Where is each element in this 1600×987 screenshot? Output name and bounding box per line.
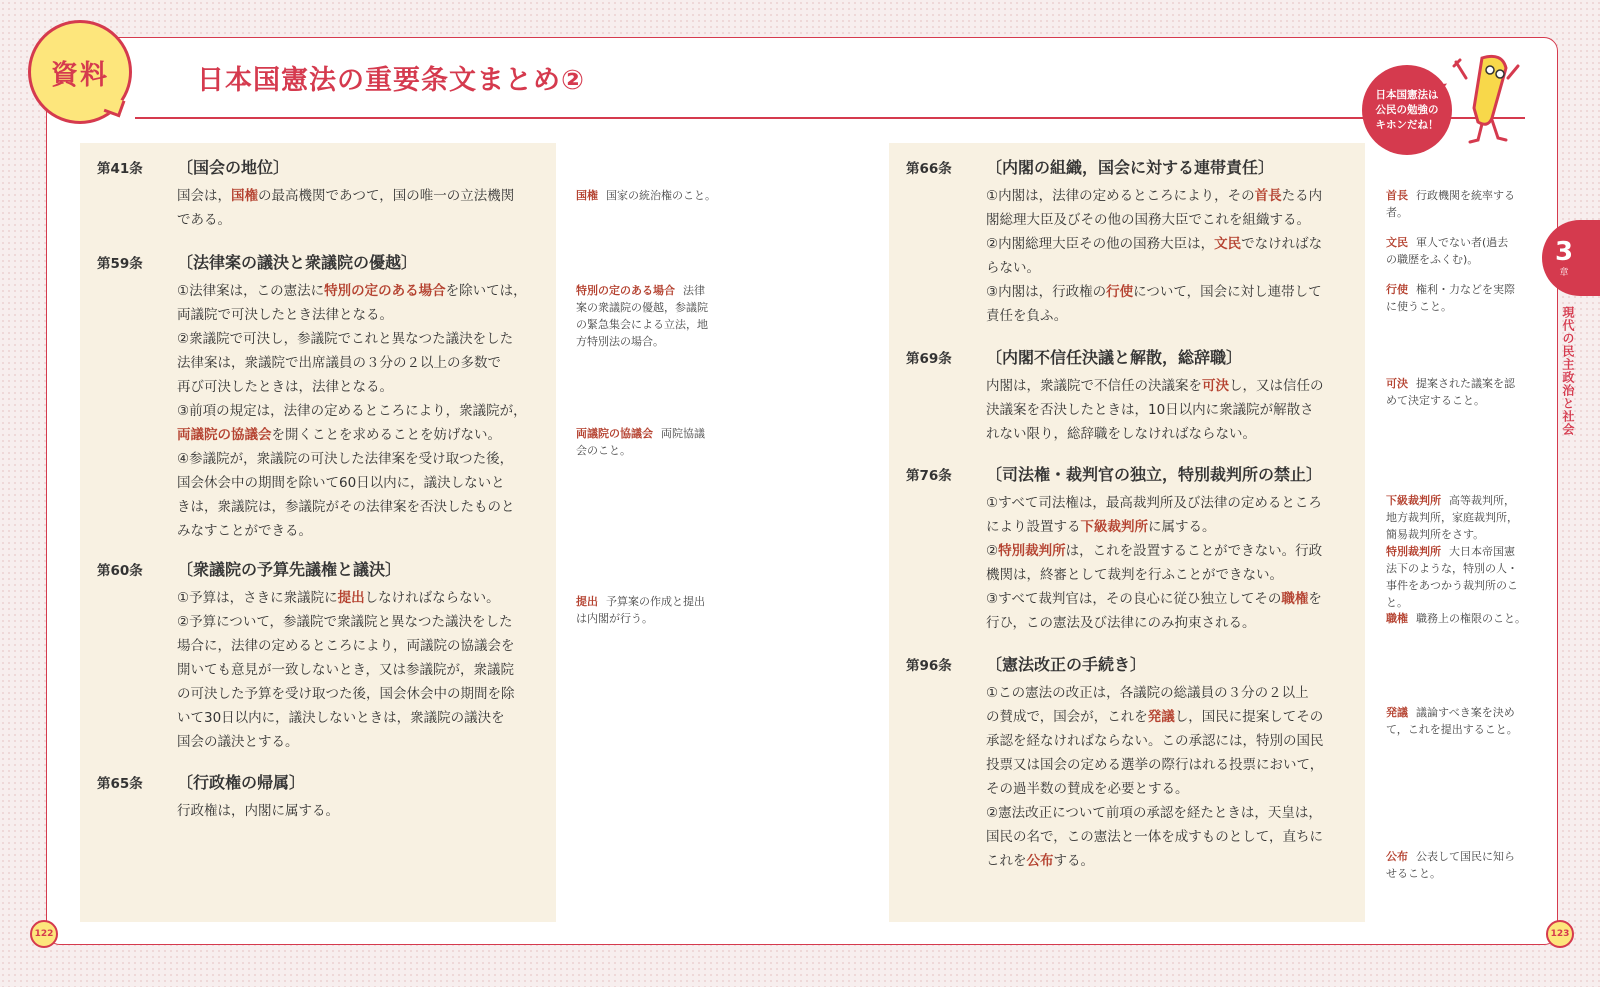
article-text: らない。 <box>986 260 1040 276</box>
section-badge-label: 資料 <box>51 59 109 91</box>
article-text: みなすことができる。 <box>177 523 312 539</box>
article-heading <box>97 250 527 273</box>
article-text: である。 <box>177 212 231 228</box>
article-text-line <box>986 563 1322 587</box>
article-text: を <box>1308 591 1322 607</box>
glossary-note-line <box>1386 848 1536 865</box>
article-title: 〔司法権・裁判官の独立，特別裁判所の禁止〕 <box>986 465 1323 484</box>
article-text-line <box>986 398 1324 422</box>
glossary-term: 提出 <box>576 595 598 608</box>
glossary-note <box>576 187 726 204</box>
article-text-line <box>986 729 1324 753</box>
article-text-line <box>986 232 1322 256</box>
article-text-line <box>177 351 527 375</box>
glossary-note-line <box>1386 509 1536 526</box>
article-第76条 <box>906 462 1322 635</box>
glossary-definition: 簡易裁判所をさす。 <box>1386 528 1485 541</box>
glossary-note-line <box>1386 298 1536 315</box>
highlighted-term: 公布 <box>1026 853 1054 869</box>
glossary-note-line <box>1386 375 1536 392</box>
highlighted-term: 下級裁判所 <box>1080 519 1148 535</box>
article-text: ②内閣総理大臣その他の国務大臣は， <box>986 236 1215 252</box>
article-text: ③すべて裁判官は，その良心に従ひ独立してその <box>986 591 1282 607</box>
article-text: 国会の議決とする。 <box>177 734 299 750</box>
highlighted-term: 可決 <box>1202 378 1229 394</box>
glossary-term: 発議 <box>1386 706 1408 719</box>
glossary-definition: は内閣が行う。 <box>576 612 653 625</box>
article-heading <box>906 462 1322 485</box>
article-title: 〔内閣の組織，国会に対する連帯責任〕 <box>986 158 1275 177</box>
article-第69条 <box>906 345 1324 446</box>
article-text-line <box>177 375 527 399</box>
glossary-note <box>1386 610 1536 627</box>
article-text: 行ひ，この憲法及び法律にのみ拘束される。 <box>986 615 1256 631</box>
article-text-line <box>986 801 1324 825</box>
article-body <box>986 491 1322 635</box>
glossary-note-line <box>1386 526 1536 543</box>
glossary-definition: 案の衆議院の優越，参議院 <box>576 301 708 314</box>
glossary-note-line <box>1386 543 1536 560</box>
article-text: の賛成で，国会が，これを <box>986 709 1148 725</box>
article-text: 決議案を否決したときは，10日以内に衆議院が解散さ <box>986 402 1314 418</box>
glossary-definition: の緊急集会による立法，地 <box>576 318 708 331</box>
glossary-term: 下級裁判所 <box>1386 494 1441 507</box>
article-heading <box>97 557 515 580</box>
article-text-line <box>177 327 527 351</box>
glossary-note-line <box>1386 187 1536 204</box>
article-text: しなければならない。 <box>364 590 500 606</box>
article-text: ③内閣は，行政権の <box>986 284 1107 300</box>
glossary-term: 文民 <box>1386 236 1408 249</box>
glossary-definition: 権利・力などを実際 <box>1416 283 1515 296</box>
article-number: 第96条 <box>906 658 952 674</box>
article-第65条 <box>97 770 339 823</box>
article-text-line <box>177 399 527 423</box>
article-text-line <box>177 610 515 634</box>
glossary-definition: 大日本帝国憲 <box>1449 545 1515 558</box>
page-number-right <box>1546 920 1574 948</box>
highlighted-term: 文民 <box>1214 236 1242 252</box>
article-text-line <box>986 753 1324 777</box>
highlighted-term: 提出 <box>337 590 365 606</box>
glossary-definition: 法律 <box>683 284 705 297</box>
glossary-definition: 者。 <box>1386 206 1408 219</box>
glossary-note-line <box>576 187 726 204</box>
article-text-line <box>177 423 527 447</box>
article-text-line <box>986 280 1322 304</box>
article-title: 〔国会の地位〕 <box>177 158 290 177</box>
article-body <box>986 184 1322 328</box>
article-text: する。 <box>1053 853 1094 869</box>
article-text: いて30日以内に，議決しないときは，衆議院の議決を <box>177 710 505 726</box>
article-text-line <box>986 777 1324 801</box>
glossary-note-line <box>1386 865 1536 882</box>
article-text: し，又は信任の <box>1229 378 1324 394</box>
glossary-definition: に使うこと。 <box>1386 300 1452 313</box>
article-text: について，国会に対し連帯して <box>1133 284 1322 300</box>
article-text: ②衆議院で可決し，参議院でこれと異なつた議決をした <box>177 331 514 347</box>
article-text-line <box>177 799 339 823</box>
article-text-line <box>177 208 514 232</box>
glossary-definition: 公表して国民に知ら <box>1416 850 1515 863</box>
article-text-line <box>177 706 515 730</box>
glossary-term: 特別の定のある場合 <box>576 284 675 297</box>
article-text-line <box>986 491 1322 515</box>
article-body <box>177 184 514 232</box>
article-第60条 <box>97 557 515 754</box>
glossary-definition: の職歴をふくむ)。 <box>1386 253 1479 266</box>
article-text: れない限り，総辞職をしなければならない。 <box>986 426 1256 442</box>
article-text-line <box>177 634 515 658</box>
article-text-line <box>986 304 1322 328</box>
glossary-term: 両議院の協議会 <box>576 427 653 440</box>
glossary-note-line <box>1386 610 1536 627</box>
glossary-definition: 予算案の作成と提出 <box>606 595 705 608</box>
highlighted-term: 発議 <box>1147 709 1175 725</box>
article-title: 〔内閣不信任決議と解散，総辞職〕 <box>986 348 1243 367</box>
article-text-line <box>986 705 1324 729</box>
mascot-character-icon <box>1452 48 1522 148</box>
article-text: でなければな <box>1241 236 1323 252</box>
glossary-note-line <box>1386 577 1536 594</box>
glossary-note <box>1386 704 1536 738</box>
article-title: 〔行政権の帰属〕 <box>177 773 306 792</box>
glossary-note <box>1386 375 1536 409</box>
article-text: 投票又は国会の定める選挙の際行はれる投票において， <box>986 757 1324 773</box>
article-body <box>177 279 527 543</box>
speech-bubble <box>1362 65 1452 155</box>
highlighted-term: 国権 <box>231 188 258 204</box>
glossary-note-line <box>576 299 726 316</box>
glossary-definition: 地方裁判所，家庭裁判所， <box>1386 511 1518 524</box>
article-body <box>986 374 1324 446</box>
article-text-line <box>177 586 515 610</box>
glossary-note-line <box>1386 392 1536 409</box>
article-text: 再び可決したときは，法律となる。 <box>177 379 393 395</box>
article-第59条 <box>97 250 527 543</box>
article-text-line <box>986 184 1322 208</box>
article-number: 第59条 <box>97 256 143 272</box>
glossary-definition: 高等裁判所， <box>1449 494 1515 507</box>
article-title: 〔法律案の議決と衆議院の優越〕 <box>177 253 418 272</box>
highlighted-term: 特別の定のある場合 <box>324 283 446 299</box>
glossary-note-line <box>1386 251 1536 268</box>
article-text-line <box>177 279 527 303</box>
glossary-definition: 職務上の権限のこと。 <box>1416 612 1526 625</box>
glossary-definition: 行政機関を統率する <box>1416 189 1515 202</box>
article-text: ②憲法改正について前項の承認を経たときは，天皇は， <box>986 805 1322 821</box>
article-body <box>986 681 1324 873</box>
article-第41条 <box>97 155 514 232</box>
article-number: 第76条 <box>906 468 952 484</box>
article-title: 〔衆議院の予算先議権と議決〕 <box>177 560 402 579</box>
article-text: 機関は，終審として裁判を行ふことができない。 <box>986 567 1283 583</box>
article-text-line <box>986 256 1322 280</box>
section-badge <box>28 20 132 124</box>
glossary-note <box>1386 234 1536 268</box>
glossary-note-line <box>576 425 726 442</box>
glossary-note-line <box>1386 560 1536 577</box>
article-text: 行政権は，内閣に属する。 <box>177 803 339 819</box>
article-text-line <box>986 611 1322 635</box>
page-number-left <box>30 920 58 948</box>
glossary-term: 公布 <box>1386 850 1408 863</box>
article-text: きは，衆議院は，参議院がその法律案を否決したものと <box>177 499 515 515</box>
article-heading <box>906 345 1324 368</box>
glossary-note-line <box>576 333 726 350</box>
article-text-line <box>177 682 515 706</box>
glossary-term: 国権 <box>576 189 598 202</box>
glossary-note <box>1386 543 1536 611</box>
page-number-left-value: 122 <box>34 929 54 939</box>
glossary-note <box>576 593 726 627</box>
glossary-definition: めて決定すること。 <box>1386 394 1485 407</box>
article-text: ①法律案は，この憲法に <box>177 283 325 299</box>
chapter-number: 3 <box>1554 236 1574 267</box>
chapter-label: 現代の民主政治と社会 <box>1561 306 1575 436</box>
glossary-note-line <box>1386 721 1536 738</box>
glossary-note-line <box>576 442 726 459</box>
article-text: 場合に，法律の定めるところにより，両議院の協議会を <box>177 638 515 654</box>
glossary-note-line <box>1386 492 1536 509</box>
highlighted-term: 両議院の協議会 <box>177 427 272 443</box>
article-title: 〔憲法改正の手続き〕 <box>986 655 1147 674</box>
article-text: 両議院で可決したとき法律となる。 <box>177 307 393 323</box>
glossary-note-line <box>576 316 726 333</box>
article-body <box>177 586 515 754</box>
article-text-line <box>986 422 1324 446</box>
highlighted-term: 特別裁判所 <box>998 543 1066 559</box>
article-number: 第69条 <box>906 351 952 367</box>
article-第96条 <box>906 652 1324 873</box>
article-text: し，国民に提案してその <box>1174 709 1324 725</box>
glossary-note-line <box>1386 704 1536 721</box>
glossary-definition: 法下のような，特別の人・ <box>1386 562 1518 575</box>
article-text-line <box>986 515 1322 539</box>
glossary-note-line <box>576 610 726 627</box>
page-title: 日本国憲法の重要条文まとめ② <box>197 65 585 96</box>
article-number: 第65条 <box>97 776 143 792</box>
glossary-note-line <box>1386 234 1536 251</box>
article-text-line <box>986 681 1324 705</box>
article-text: 国会は， <box>177 188 231 204</box>
article-text-line <box>177 658 515 682</box>
page-number-right-value: 123 <box>1550 929 1570 939</box>
glossary-note-line <box>576 593 726 610</box>
article-text: 国会休会中の期間を除いて60日以内に，議決しないと <box>177 475 505 491</box>
article-text-line <box>986 539 1322 563</box>
glossary-note <box>1386 492 1536 543</box>
article-text: 国民の名で，この憲法と一体を成すものとして，直ちに <box>986 829 1323 845</box>
article-heading <box>97 770 339 793</box>
glossary-note-line <box>1386 594 1536 611</box>
article-text: 責任を負ふ。 <box>986 308 1068 324</box>
article-text: 法律案は，衆議院で出席議員の３分の２以上の多数で <box>177 355 501 371</box>
glossary-term: 職権 <box>1386 612 1408 625</box>
article-text-line <box>177 303 527 327</box>
article-text: ①内閣は，法律の定めるところにより，その <box>986 188 1255 204</box>
article-第66条 <box>906 155 1322 328</box>
glossary-note-line <box>1386 204 1536 221</box>
article-text: ② <box>986 543 999 559</box>
article-text-line <box>177 495 527 519</box>
article-text: たる内 <box>1281 188 1323 204</box>
glossary-definition: せること。 <box>1386 867 1441 880</box>
article-heading <box>906 155 1322 178</box>
glossary-note <box>1386 281 1536 315</box>
article-text: 閣総理大臣及びその他の国務大臣でこれを組織する。 <box>986 212 1310 228</box>
glossary-term: 可決 <box>1386 377 1408 390</box>
glossary-definition: て，これを提出すること。 <box>1386 723 1518 736</box>
article-text-line <box>986 825 1324 849</box>
article-text-line <box>177 447 527 471</box>
article-text: ④参議院が，衆議院の可決した法律案を受け取つた後， <box>177 451 514 467</box>
glossary-note <box>576 282 726 350</box>
article-text: ①予算は，さきに衆議院に <box>177 590 338 606</box>
article-text-line <box>177 730 515 754</box>
article-text: ①すべて司法権は，最高裁判所及び法律の定めるところ <box>986 495 1322 511</box>
glossary-definition: と。 <box>1386 596 1408 609</box>
glossary-definition: 事件をあつかう裁判所のこ <box>1386 579 1518 592</box>
article-text: 開いても意見が一致しないとき，又は参議院が，衆議院 <box>177 662 514 678</box>
article-text-line <box>986 587 1322 611</box>
glossary-definition: 国家の統治権のこと。 <box>606 189 716 202</box>
article-text: ②予算について，参議院で衆議院と異なつた議決をした <box>177 614 513 630</box>
glossary-definition: 議論すべき案を決め <box>1416 706 1515 719</box>
speech-bubble-text: 日本国憲法は 公民の勉強の キホンだね！ <box>1375 88 1439 131</box>
article-text: ③前項の規定は，法律の定めるところにより，衆議院が， <box>177 403 527 419</box>
title-underline <box>135 117 1525 119</box>
glossary-note <box>1386 187 1536 221</box>
article-text: の最高機関であつて，国の唯一の立法機関 <box>258 188 515 204</box>
article-text: ①この憲法の改正は，各議院の総議員の３分の２以上 <box>986 685 1309 701</box>
article-text-line <box>986 374 1324 398</box>
article-text: は，これを設置することができない。行政 <box>1065 543 1323 559</box>
glossary-definition: 軍人でない者(過去 <box>1416 236 1509 249</box>
article-text: 内閣は，衆議院で不信任の決議案を <box>986 378 1202 394</box>
glossary-note <box>576 425 726 459</box>
article-heading <box>906 652 1324 675</box>
article-text: これを <box>986 853 1027 869</box>
glossary-term: 特別裁判所 <box>1386 545 1441 558</box>
article-text: により設置する <box>986 519 1081 535</box>
article-text-line <box>177 471 527 495</box>
glossary-definition: 会のこと。 <box>576 444 631 457</box>
glossary-definition: 両院協議 <box>661 427 705 440</box>
article-number: 第66条 <box>906 161 952 177</box>
article-number: 第41条 <box>97 161 143 177</box>
article-text: に属する。 <box>1148 519 1216 535</box>
glossary-term: 行使 <box>1386 283 1408 296</box>
article-text-line <box>986 849 1324 873</box>
article-text: の可決した予算を受け取つた後，国会休会中の期間を除 <box>177 686 515 702</box>
article-text: を除いては， <box>445 283 527 299</box>
article-heading <box>97 155 514 178</box>
glossary-note <box>1386 848 1536 882</box>
article-text: 承認を経なければならない。この承認には，特別の国民 <box>986 733 1324 749</box>
glossary-note-line <box>576 282 726 299</box>
article-text-line <box>177 184 514 208</box>
glossary-definition: 方特別法の場合。 <box>576 335 664 348</box>
article-text: その過半数の賛成を必要とする。 <box>986 781 1189 797</box>
glossary-definition: 提案された議案を認 <box>1416 377 1515 390</box>
glossary-term: 首長 <box>1386 189 1408 202</box>
glossary-note-line <box>1386 281 1536 298</box>
highlighted-term: 首長 <box>1254 188 1282 204</box>
article-text-line <box>986 208 1322 232</box>
article-text-line <box>177 519 527 543</box>
article-text: を開くことを求めることを妨げない。 <box>271 427 501 443</box>
article-body <box>177 799 339 823</box>
highlighted-term: 職権 <box>1281 591 1309 607</box>
highlighted-term: 行使 <box>1106 284 1134 300</box>
chapter-unit: 章 <box>1559 267 1569 278</box>
article-number: 第60条 <box>97 563 143 579</box>
